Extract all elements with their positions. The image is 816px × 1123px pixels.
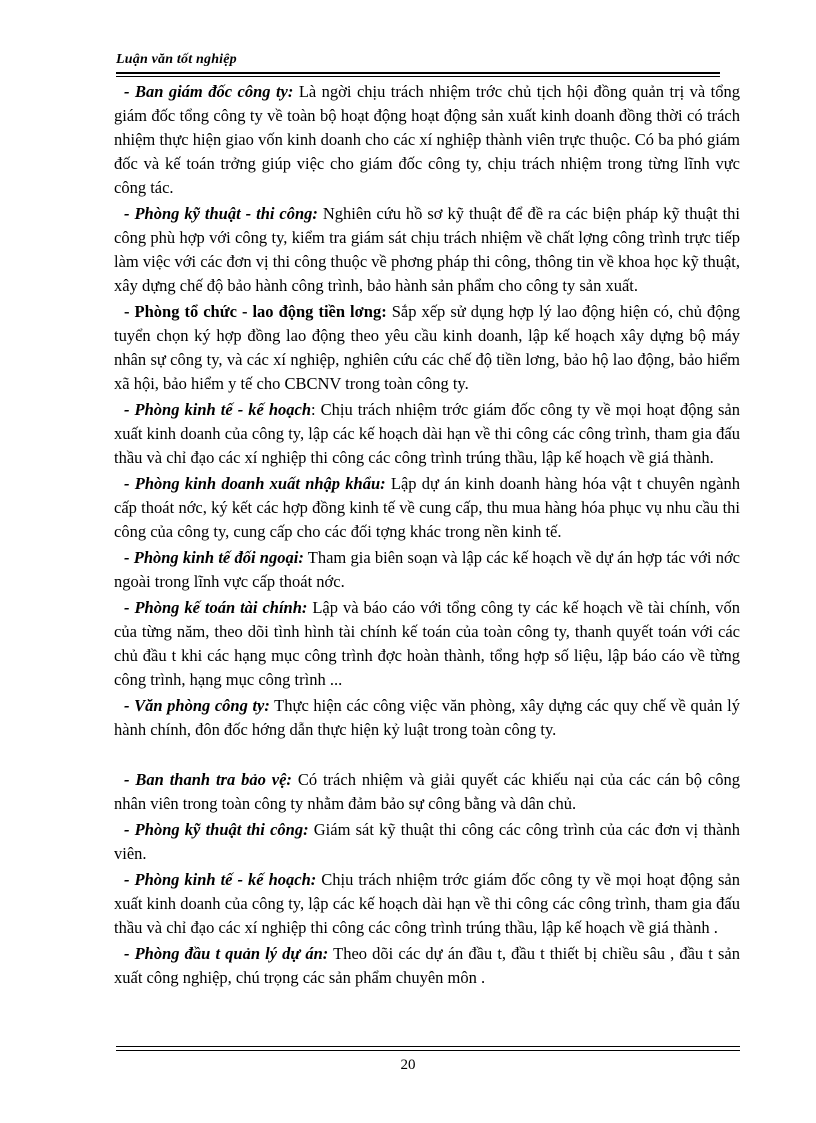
paragraph-lead: - Phòng kinh tế - kế hoạch bbox=[124, 400, 312, 419]
footer-rule-bottom bbox=[116, 1050, 740, 1051]
paragraph-lead: - Văn phòng công ty: bbox=[124, 696, 270, 715]
paragraph-lead: - Phòng kinh doanh xuất nhập khẩu: bbox=[124, 474, 386, 493]
header-title: Luận văn tốt nghiệp bbox=[116, 52, 237, 67]
paragraph-lead: - Ban thanh tra bảo vệ: bbox=[124, 770, 292, 789]
header-rule-thin bbox=[116, 76, 720, 77]
header-rule-thick bbox=[116, 72, 720, 74]
paragraph-text: Sắp xếp sử dụng hợp lý lao động hiện có, chủ động tuyển chọn ký hợp đồng lao động theo yêu cầu kinh doanh, lập kế hoạch xây dựng bộ máy nhân sự công ty, và các xí nghiệp, nghiên cứu các chế độ tiền lơng, bảo hộ lao động, bảo hiểm xã hội, bảo hiểm y tế cho CBCNV trong toàn công ty. bbox=[114, 302, 740, 393]
page-number: 20 bbox=[400, 1057, 416, 1073]
paragraph-lead: - Phòng kỹ thuật thi công: bbox=[124, 820, 309, 839]
paragraph-lead: - Phòng kinh tế - kế hoạch: bbox=[124, 870, 317, 889]
paragraph-text: Tham gia biên soạn và lập các kế hoạch về dự án hợp tác với nớc ngoài trong lĩnh vực cấp thoát nớc. bbox=[114, 548, 740, 591]
paragraph-phong-ke-toan bbox=[114, 596, 740, 692]
paragraph-ban-giam-doc bbox=[114, 80, 740, 200]
paragraph-ban-thanh-tra bbox=[114, 768, 740, 816]
paragraph-lead: - Phòng đầu t quản lý dự án: bbox=[124, 944, 329, 963]
paragraph-lead: - Phòng kế toán tài chính: bbox=[124, 598, 308, 617]
paragraph-text: Là ngời chịu trách nhiệm trớc chủ tịch hội đồng quản trị và tổng giám đốc tổng công ty về toàn bộ hoạt động hoạt động sản xuất kinh doanh đồng thời có trách nhiệm thực hiện giao vốn kinh doanh cho các xí nghiệp thành viên trực thuộc. Có ba phó giám đốc và kế toán trởng giúp việc cho giám đốc công ty, chịu trách nhiệm trong từng lĩnh vực công tác. bbox=[114, 82, 740, 197]
document-body bbox=[114, 80, 740, 992]
paragraph-lead: - Phòng kỹ thuật - thi công: bbox=[124, 204, 318, 223]
paragraph-text: Theo dõi các dự án đầu t, đầu t thiết bị chiều sâu , đầu t sản xuất công nghiệp, chú trọng các sản phẩm chuyên môn . bbox=[114, 944, 740, 987]
paragraph-text: Chịu trách nhiệm trớc giám đốc công ty về mọi hoạt động sản xuất kinh doanh của công ty, lập các kế hoạch dài hạn về thi công các công trình, tham gia đấu thầu và chỉ đạo các xí nghiệp thi công các công trình trúng thầu, lập kế hoạch về giá thành . bbox=[114, 870, 740, 937]
paragraph-lead: - Ban giám đốc công ty: bbox=[124, 82, 294, 101]
paragraph-text: Có trách nhiệm và giải quyết các khiếu nại của các cán bộ công nhân viên trong toàn công ty nhằm đảm bảo sự công bằng và dân chủ. bbox=[114, 770, 741, 813]
paragraph-phong-ky-thuat-thi-cong bbox=[114, 202, 740, 298]
paragraph-text: : Chịu trách nhiệm trớc giám đốc công ty về mọi hoạt động sản xuất kinh doanh của công ty, lập các kế hoạch dài hạn về thi công các công trình, tham gia đấu thầu và chỉ đạo các xí nghiệp thi công các công trình trúng thầu, lập kế hoạch về giá thành. bbox=[114, 400, 740, 467]
paragraph-phong-dau-tu bbox=[114, 942, 740, 990]
paragraph-phong-kinh-te-ke-hoach-2 bbox=[114, 868, 740, 940]
paragraph-phong-kinh-te-ke-hoach bbox=[114, 398, 740, 470]
paragraph-text: Giám sát kỹ thuật thi công các công trình của các đơn vị thành viên. bbox=[114, 820, 740, 863]
paragraph-phong-ky-thuat bbox=[114, 818, 740, 866]
paragraph-text: Lập và báo cáo với tổng công ty các kế hoạch về tài chính, vốn của từng năm, theo dõi tình hình tài chính kế toán của toàn công ty, thanh quyết toán với các chủ đầu t khi các hạng mục công trình đợc hoàn thành, tổng hợp số liệu, lập báo cáo về từng công trình, hạng mục công trình ... bbox=[114, 598, 740, 689]
footer-rule-top bbox=[116, 1046, 740, 1047]
paragraph-van-phong bbox=[114, 694, 740, 742]
paragraph-lead: - Phòng kinh tế đối ngoại: bbox=[124, 548, 304, 567]
paragraph-phong-to-chuc bbox=[114, 300, 740, 396]
paragraph-text: Thực hiện các công việc văn phòng, xây dựng các quy chế về quản lý hành chính, đôn đốc hớng dẫn thực hiện kỷ luật trong toàn công ty. bbox=[114, 696, 740, 739]
paragraph-text: Lập dự án kinh doanh hàng hóa vật t chuyên ngành cấp thoát nớc, ký kết các hợp đồng kinh tế về cung cấp, thu mua hàng hóa phục vụ nhu cầu thi công của công ty, cung cấp cho các đối tợng khác trong nền kinh tế. bbox=[114, 474, 740, 541]
paragraph-phong-kinh-te-doi-ngoai bbox=[114, 546, 740, 594]
paragraph-lead: - Phòng tổ chức - lao động tiền lơng: bbox=[124, 302, 387, 321]
paragraph-text: Nghiên cứu hồ sơ kỹ thuật để đề ra các biện pháp kỹ thuật thi công phù hợp với công ty, kiểm tra giám sát chịu trách nhiệm về chất lợng công trình trực tiếp làm việc với các đơn vị thi công thuộc về phơng pháp thi công, thông tin về khoa học kỹ thuật, xây dựng chế độ bảo hành công trình, bảo hành sản phẩm cho công ty sản xuất. bbox=[114, 204, 740, 295]
paragraph-phong-kinh-doanh-xnk bbox=[114, 472, 740, 544]
